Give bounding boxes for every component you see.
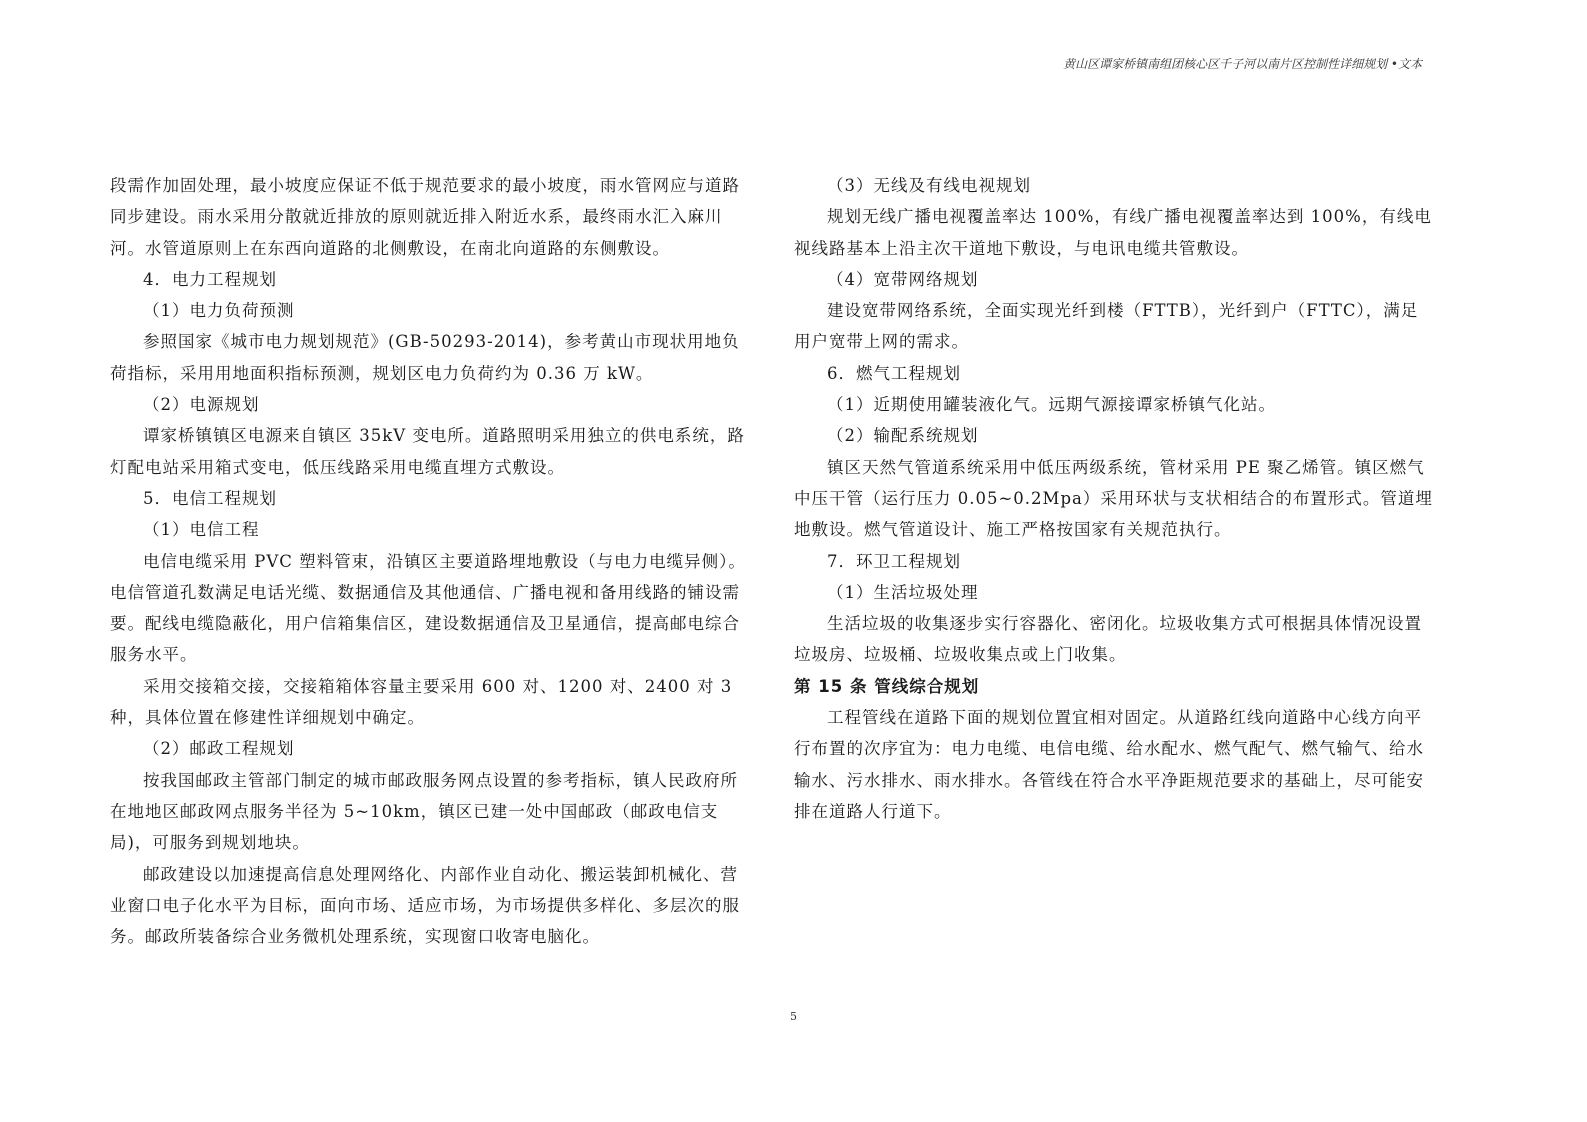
page-number: 5 [790, 1010, 797, 1023]
paragraph: 规划无线广播电视覆盖率达 100%，有线广播电视覆盖率达到 100%，有线电视线路基本上沿主次干道地下敷设，与电讯电缆共管敷设。 [794, 207, 1432, 258]
article-heading: 第 15 条 管线综合规划 [794, 676, 980, 696]
subsection-heading: （1）生活垃圾处理 [827, 582, 979, 602]
paragraph: 按我国邮政主管部门制定的城市邮政服务网点设置的参考指标，镇人民政府所在地地区邮政网点服务半径为 5~10km，镇区已建一处中国邮政（邮政电信支局)，可服务到规划地块。 [110, 770, 738, 853]
subsection-heading: （3）无线及有线电视规划 [827, 176, 1031, 195]
subsection-heading: （1）电力负荷预测 [143, 301, 295, 321]
paragraph: 工程管线在道路下面的规划位置宜相对固定。从道路红线向道路中心线方向平行布置的次序宜为：电力电缆、电信电缆、给水配水、燃气配气、燃气输气、给水输水、污水排水、雨水排水。各管线在符合水平净距规范要求的基础上，尽可能安排在道路人行道下。 [794, 708, 1424, 821]
subsection-heading: （1）电信工程 [143, 520, 260, 540]
paragraph: 建设宽带网络系统，全面实现光纤到楼（FTTB），光纤到户（FTTC），满足用户宽带上网的需求。 [794, 301, 1419, 352]
section-heading: 7．环卫工程规划 [827, 551, 961, 571]
left-column [110, 170, 750, 952]
subsection-heading: （2）邮政工程规划 [143, 739, 295, 759]
paragraph: 采用交接箱交接，交接箱箱体容量主要采用 600 对、1200 对、2400 对 3 种，具体位置在修建性详细规划中确定。 [110, 676, 733, 728]
section-heading: 4．电力工程规划 [143, 269, 277, 289]
paragraph: 电信电缆采用 PVC 塑料管束，沿镇区主要道路埋地敷设（与电力电缆异侧）。电信管道孔数满足电话光缆、数据通信及其他通信、广播电视和备用线路的铺设需要。配线电缆隐蔽化，用户信箱集信区，建设数据通信及卫星通信，提高邮电综合服务水平。 [110, 551, 746, 665]
paragraph: 生活垃圾的收集逐步实行容器化、密闭化。垃圾收集方式可根据具体情况设置垃圾房、垃圾桶、垃圾收集点或上门收集。 [794, 614, 1422, 665]
subsection-heading: （4）宽带网络规划 [827, 269, 979, 289]
subsection-heading: （2）输配系统规划 [827, 426, 979, 446]
subsection-heading: （2）电源规划 [143, 395, 260, 415]
section-heading: 6．燃气工程规划 [827, 363, 961, 383]
subsection-heading: （1）近期使用罐装液化气。远期气源接谭家桥镇气化站。 [827, 395, 1276, 415]
paragraph: 邮政建设以加速提高信息处理网络化、内部作业自动化、搬运装卸机械化、营业窗口电子化水平为目标，面向市场、适应市场，为市场提供多样化、多层次的服务。邮政所装备综合业务微机处理系统，实现窗口收寄电脑化。 [110, 864, 740, 947]
running-header: 黄山区谭家桥镇南组团核心区千子河以南片区控制性详细规划 •文本 [1063, 57, 1422, 71]
paragraph: 镇区天然气管道系统采用中低压两级系统，管材采用 PE 聚乙烯管。镇区燃气中压干管（运行压力 0.05~0.2Mpa）采用环状与支状相结合的布置形式。管道埋地敷设。燃气管道设计、施工严格按国家有关规范执行。 [794, 457, 1433, 540]
paragraph: 谭家桥镇镇区电源来自镇区 35kV 变电所。道路照明采用独立的供电系统，路灯配电站采用箱式变电，低压线路采用电缆直埋方式敷设。 [110, 426, 745, 477]
paragraph: 段需作加固处理，最小坡度应保证不低于规范要求的最小坡度，雨水管网应与道路同步建设。雨水采用分散就近排放的原则就近排入附近水系，最终雨水汇入麻川河。水管道原则上在东西向道路的北侧敷设，在南北向道路的东侧敷设。 [110, 176, 740, 258]
right-column [794, 170, 1434, 827]
paragraph: 参照国家《城市电力规划规范》(GB-50293-2014)，参考黄山市现状用地负荷指标，采用用地面积指标预测，规划区电力负荷约为 0.36 万 kW。 [110, 332, 740, 383]
section-heading: 5．电信工程规划 [143, 488, 277, 508]
